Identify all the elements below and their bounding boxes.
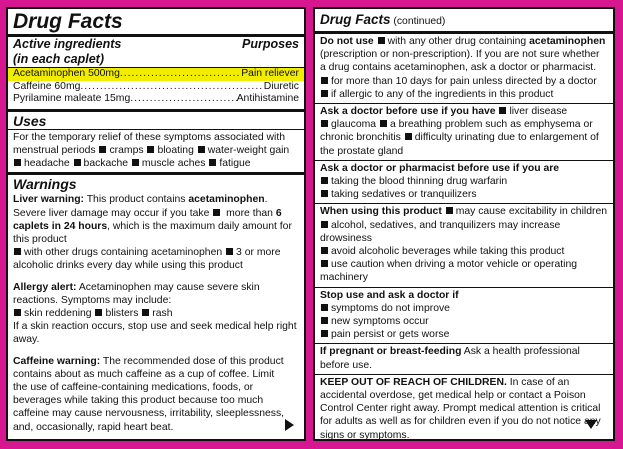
bullet-icon: [321, 120, 328, 127]
ask-doctor-section: Ask a doctor before use if you have liver disease glaucoma a breathing problem such as emphysema or chronic bronchitis difficulty urinating due to enlargement of the prostate gland: [320, 106, 599, 157]
bullet-icon: [14, 248, 21, 255]
bullet-icon: [14, 309, 21, 316]
when-using-section: When using this product may cause excitability in children alcohol, sedatives, and tranquilizers may increase drowsiness avoid alcoholic beverages while taking this product use caution when driving a motor vehicle or operating machinery: [320, 206, 607, 284]
bullet-icon: [99, 146, 106, 153]
triangle-down-icon: [585, 420, 597, 429]
bullet-icon: [321, 90, 328, 97]
bullet-icon: [446, 207, 453, 214]
bullet-icon: [142, 309, 149, 316]
bullet-icon: [147, 146, 154, 153]
uses-section: For the temporary relief of these symptoms associated with menstrual periods cramps bloating water-weight gain headache backache muscle aches fatigue: [13, 131, 290, 170]
bullet-icon: [321, 330, 328, 337]
bullet-icon: [321, 77, 328, 84]
bullet-icon: [95, 309, 102, 316]
bullet-icon: [321, 317, 328, 324]
drug-facts-panel-right: [313, 7, 615, 441]
bullet-icon: [74, 159, 81, 166]
pregnancy-section: If pregnant or breast-feeding Ask a health professional before use.: [320, 346, 580, 371]
bullet-icon: [499, 107, 506, 114]
bullet-icon: [321, 177, 328, 184]
bullet-icon: [209, 159, 216, 166]
bullet-icon: [198, 146, 205, 153]
stop-use-section: Stop use and ask a doctor if symptoms do not improve new symptoms occur pain persist or gets worse: [320, 289, 459, 341]
bullet-icon: [132, 159, 139, 166]
bullet-icon: [380, 120, 387, 127]
ingredient-row: Pyrilamine maleate 15mg ..... Antihistamine: [8, 93, 304, 109]
purposes-label: Purposes: [242, 37, 299, 51]
do-not-use-section: Do not use with any other drug containing acetaminophen (prescription or non-prescription). If you are not sure whether a drug contains acetaminophen, ask a doctor or pharmacist. for more than 10 days for pain unless directed by a doctor if allergic to any of the ingredients in this product: [320, 36, 606, 100]
drug-facts-panel-left: [6, 7, 306, 441]
bullet-icon: [321, 221, 328, 228]
bullet-icon: [213, 209, 220, 216]
bullet-icon: [321, 304, 328, 311]
liver-warning: Liver warning: This product contains acetaminophen. Severe liver damage may occur if you take more than 6 caplets in 24 hours, which is the maximum daily amount for this product with other drugs containing acetaminophen 3 or more alcoholic drinks every day while using this product: [13, 194, 292, 272]
uses-title: Uses: [13, 112, 47, 129]
bullet-icon: [321, 260, 328, 267]
bullet-icon: [321, 247, 328, 254]
active-ingredients-header: [8, 37, 304, 52]
panel-title: Drug Facts (continued): [320, 12, 446, 27]
active-ingredients-label: Active ingredients: [13, 37, 122, 51]
keep-out-section: KEEP OUT OF REACH OF CHILDREN. In case of an accidental overdose, get medical help or contact a Poison Control Center right away. Prompt medical attention is critical for adults as well as for children even if you do not notice any signs or symptoms.: [320, 376, 601, 441]
bullet-icon: [378, 37, 385, 44]
bullet-icon: [226, 248, 233, 255]
ingredient-row: Caffeine 60mg ..... Diuretic: [8, 81, 304, 94]
allergy-alert: Allergy alert: Acetaminophen may cause severe skin reactions. Symptoms may include: skin reddening blisters rash If a skin reaction occurs, stop use and seek medical help right away.: [13, 281, 297, 346]
ingredient-row: Acetaminophen 500mg ..... Pain reliever: [8, 68, 304, 81]
triangle-right-icon: [285, 419, 294, 431]
active-ingredients-sub: (in each caplet): [13, 52, 104, 66]
panel-title: Drug Facts: [13, 10, 123, 33]
bullet-icon: [405, 133, 412, 140]
bullet-icon: [14, 159, 21, 166]
ask-pharmacist-section: Ask a doctor or pharmacist before use if you are taking the blood thinning drug warfarin taking sedatives or tranquilizers: [320, 162, 560, 201]
caffeine-warning: Caffeine warning: The recommended dose of this product contains about as much caffeine as a cup of coffee. Limit the use of caffeine-containing medications, foods, or beverages while taking this product because too much caffeine may cause nervousness, irritability, sleeplessness, and, occasionally, rapid heart beat.: [13, 355, 285, 433]
warnings-title: Warnings: [13, 176, 77, 193]
bullet-icon: [321, 190, 328, 197]
